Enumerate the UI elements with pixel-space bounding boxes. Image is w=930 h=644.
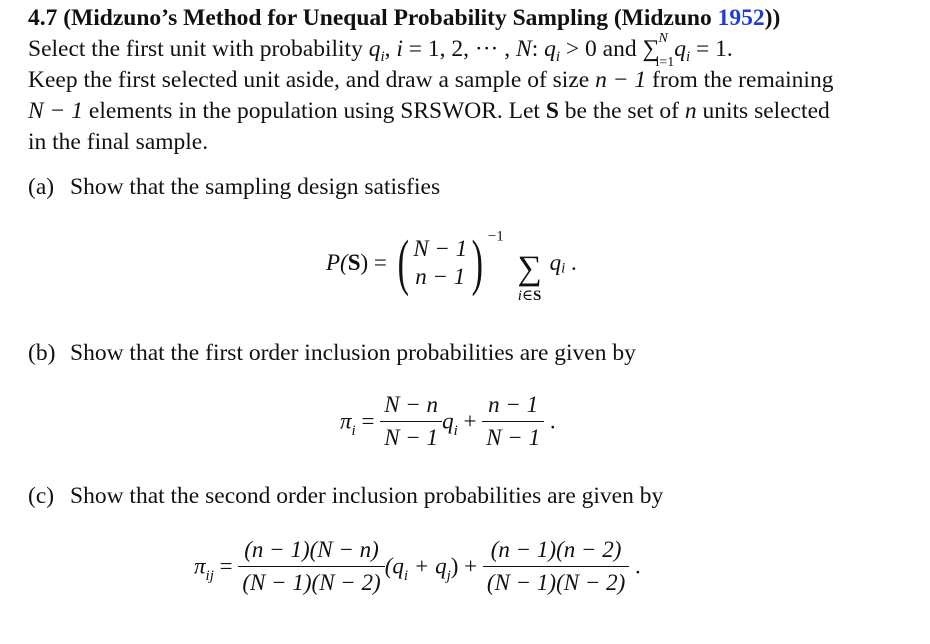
- term-q: q: [549, 250, 562, 275]
- symbol-n: n: [684, 98, 697, 124]
- exercise-heading: [28, 3, 908, 34]
- part-text: Show that the second order inclusion probabilities are given by: [70, 483, 664, 509]
- denominator: (N − 1)(N − 2): [486, 570, 626, 595]
- fraction-1: [238, 537, 384, 596]
- period: .: [629, 553, 641, 579]
- symbol-q: q: [674, 36, 686, 62]
- binom-top: N − 1: [413, 236, 468, 261]
- comma: ,: [384, 36, 397, 62]
- eq-a-equals: ) =: [360, 250, 387, 275]
- period: .: [565, 250, 577, 275]
- term-sub: i: [561, 260, 566, 277]
- fraction-1: [380, 392, 442, 451]
- equation-b: [340, 392, 556, 451]
- numerator: n − 1: [482, 392, 544, 422]
- intro-text: Select the first unit with probability: [28, 36, 369, 62]
- equals: =: [355, 408, 381, 434]
- symbol-S: S: [545, 98, 559, 124]
- plus: +: [457, 408, 483, 434]
- sum-lower: i=1: [655, 55, 675, 70]
- symbol-sub-i: i: [685, 49, 691, 65]
- condition-text: > 0 and: [560, 36, 643, 62]
- symbol-N: N: [516, 36, 532, 62]
- symbol-sub-i: i: [380, 49, 385, 65]
- binom-content: [413, 235, 467, 291]
- sum-over-S: [510, 252, 550, 304]
- sum-index-S: S: [533, 288, 542, 304]
- part-label: (c): [28, 483, 55, 509]
- exponent: −1: [487, 228, 504, 245]
- sub-j: j: [446, 567, 451, 584]
- fraction-2: [483, 537, 629, 596]
- q-sum-open: (q: [384, 553, 404, 579]
- part-label: (a): [28, 174, 55, 200]
- symbol-n-minus-1: n − 1: [595, 67, 647, 93]
- symbol-sub-i: i: [555, 49, 561, 65]
- part-a: [28, 172, 440, 203]
- q-sum-close: ) +: [450, 553, 483, 579]
- symbol-q: q: [544, 36, 556, 62]
- eq-a-lhs: [326, 250, 348, 275]
- numerator: (n − 1)(n − 2): [483, 537, 629, 567]
- symbol-i: i: [396, 36, 403, 62]
- pi-sub: i: [351, 422, 356, 439]
- denominator: (N − 1)(N − 2): [242, 570, 381, 595]
- eq-a-P: P(: [326, 250, 348, 275]
- intro-text: from the remaining: [646, 67, 834, 93]
- sum-index: [510, 288, 550, 304]
- pi-sub: ij: [205, 567, 214, 584]
- pi-symbol: π: [194, 553, 206, 579]
- plus-q: + q: [408, 553, 447, 579]
- intro-line-3: [28, 96, 908, 127]
- sigma-icon: ∑: [517, 250, 542, 287]
- part-text: Show that the sampling design satisfies: [70, 174, 441, 200]
- intro-text: units selected: [696, 98, 830, 124]
- term-q: q: [442, 408, 454, 434]
- binomial: [393, 229, 488, 297]
- heading-close: )): [764, 5, 781, 31]
- numerator: (n − 1)(N − n): [238, 537, 384, 567]
- part-b: [28, 338, 636, 369]
- equals-one: = 1.: [690, 36, 733, 62]
- left-paren: (: [397, 229, 409, 297]
- sum-index-text: i∈: [517, 288, 534, 304]
- pi-symbol: π: [340, 408, 352, 434]
- equals: =: [213, 553, 239, 579]
- symbol-q: q: [368, 36, 381, 62]
- binom-bottom: n − 1: [415, 264, 466, 289]
- part-label: (b): [28, 340, 56, 366]
- part-text: Show that the first order inclusion probabilities are given by: [70, 340, 636, 366]
- colon: :: [531, 36, 545, 62]
- symbol-N-minus-1: N − 1: [28, 98, 84, 124]
- eq-a-S: S: [347, 250, 361, 275]
- period: .: [544, 408, 556, 434]
- range-text: = 1, 2, ··· ,: [402, 36, 517, 62]
- sigma-icon: ∑: [642, 36, 660, 62]
- intro-line-4: [28, 127, 908, 158]
- sub-i: i: [403, 567, 409, 584]
- exercise-title: 4.7 (Midzuno’s Method for Unequal Probability Sampling (Midzuno: [28, 5, 718, 31]
- right-paren: ): [471, 229, 484, 297]
- citation-year-link[interactable]: 1952: [717, 5, 765, 31]
- equation-c: [194, 537, 641, 596]
- intro-text: elements in the population using SRSWOR. Let: [83, 98, 546, 124]
- intro-text: be the set of: [558, 98, 685, 124]
- intro-line-2: [28, 65, 908, 96]
- intro-text: in the final sample.: [28, 129, 209, 155]
- sum-upper: N: [658, 31, 668, 46]
- denominator: N − 1: [486, 425, 541, 450]
- part-c: [28, 481, 663, 512]
- numerator: N − n: [380, 392, 442, 422]
- equation-a: [326, 222, 577, 304]
- term-sub: i: [453, 422, 458, 439]
- fraction-2: [482, 392, 544, 451]
- intro-text: Keep the first selected unit aside, and draw a sample of size: [28, 67, 596, 93]
- sum-inline: [642, 31, 675, 70]
- denominator: N − 1: [384, 425, 439, 450]
